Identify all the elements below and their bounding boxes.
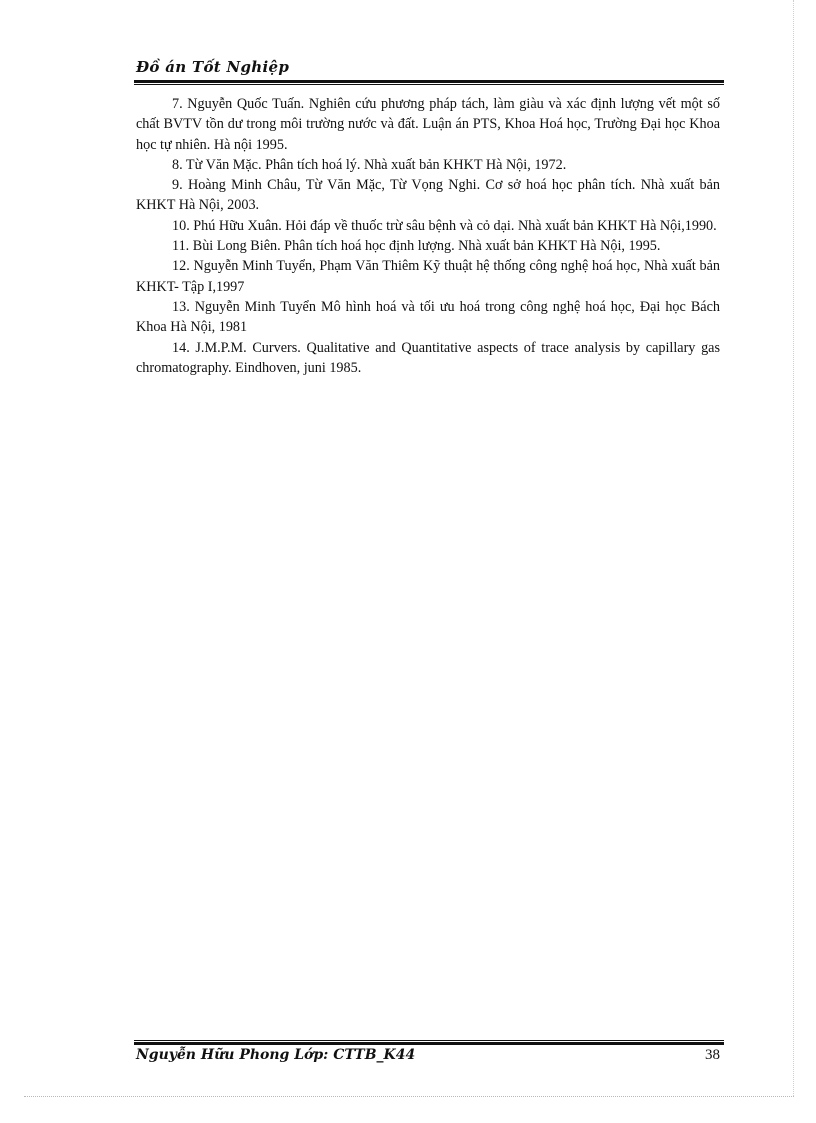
footer-rule bbox=[134, 1040, 724, 1045]
reference-item: 12. Nguyễn Minh Tuyển, Phạm Văn Thiêm Kỹ thuật hệ thống công nghệ hoá học, Nhà xuất bản KHKT- Tập I,1997 bbox=[136, 258, 720, 295]
reference-item: 10. Phú Hữu Xuân. Hỏi đáp về thuốc trừ sâu bệnh và cỏ dại. Nhà xuất bản KHKT Hà Nội,1990. bbox=[172, 217, 717, 234]
reference-item: 13. Nguyễn Minh Tuyển Mô hình hoá và tối ưu hoá trong công nghệ hoá học, Đại học Bách Khoa Hà Nội, 1981 bbox=[136, 298, 720, 336]
reference-item: 7. Nguyễn Quốc Tuấn. Nghiên cứu phương pháp tách, làm giàu và xác định lượng vết một số chất BVTV tồn dư trong môi trường nước và đất. Luận án PTS, Khoa Hoá học, Trường Đại học Khoa học tự nhiên. Hà nội 1995. bbox=[136, 96, 720, 153]
reference-item: 11. Bùi Long Biên. Phân tích hoá học định lượng. Nhà xuất bản KHKT Hà Nội, 1995. bbox=[172, 238, 661, 255]
footer-author: Nguyễn Hữu Phong Lớp: CTTB_K44 bbox=[136, 1047, 416, 1063]
header-rule bbox=[134, 80, 724, 85]
header-title: Đồ án Tốt Nghiệp bbox=[136, 58, 290, 76]
page-number: 38 bbox=[705, 1047, 720, 1063]
reference-item: 14. J.M.P.M. Curvers. Qualitative and Quantitative aspects of trace analysis by capillary gas chromatography. Eindhoven, juni 1985. bbox=[136, 339, 720, 376]
page-right-edge bbox=[793, 0, 794, 1096]
reference-list bbox=[136, 94, 720, 378]
reference-item: 8. Từ Văn Mặc. Phân tích hoá lý. Nhà xuất bản KHKT Hà Nội, 1972. bbox=[172, 156, 567, 173]
page-bottom-edge bbox=[24, 1096, 794, 1097]
reference-item: 9. Hoàng Minh Châu, Từ Văn Mặc, Từ Vọng Nghi. Cơ sở hoá học phân tích. Nhà xuất bản KHKT Hà Nội, 2003. bbox=[136, 177, 720, 214]
